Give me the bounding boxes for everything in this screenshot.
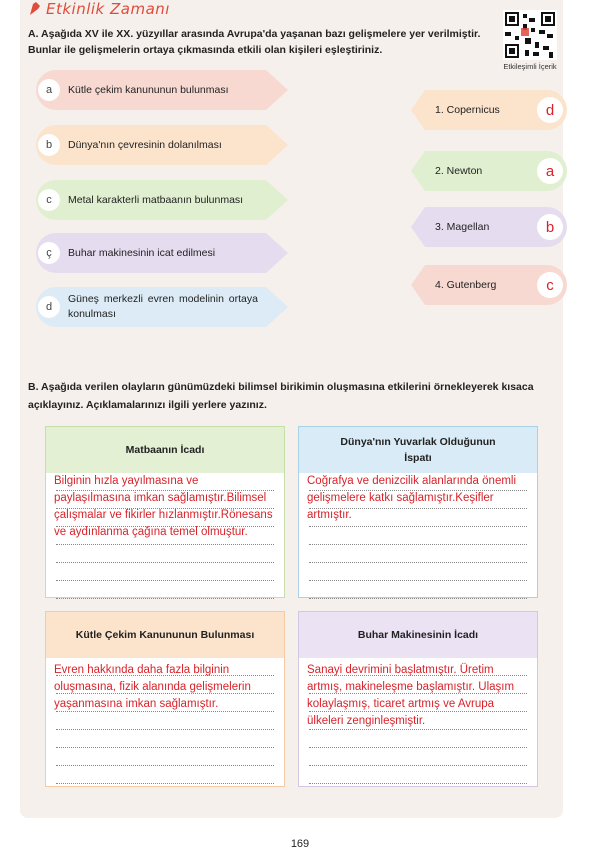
person-item [411, 207, 567, 247]
event-letter: c [38, 189, 60, 211]
dotted-line [309, 581, 527, 599]
person-item [411, 265, 567, 305]
dotted-line [56, 766, 274, 784]
arrow-right-shape [266, 70, 288, 110]
arrow-right-shape [266, 180, 288, 220]
dotted-line [56, 748, 274, 766]
match-answer[interactable]: b [537, 214, 563, 240]
arrow-left-shape [411, 90, 425, 130]
dotted-line [56, 712, 274, 730]
handwritten-answer[interactable]: Evren hakkında daha fazla bilginin oluşmasına, fizik alanında gelişmelerin yaşanmasına imkan sağlamıştır. [54, 664, 251, 710]
dotted-line [56, 581, 274, 599]
person-name: 3. Magellan [435, 221, 490, 233]
arrow-left-shape [411, 265, 425, 305]
arrow-left-shape [411, 151, 425, 191]
arrow-left-shape [411, 207, 425, 247]
event-letter: b [38, 134, 60, 156]
event-text: Metal karakterli matbaanın bulunması [68, 193, 244, 206]
arrow-right-shape [266, 233, 288, 273]
event-body [36, 70, 266, 110]
event-body [36, 180, 266, 220]
event-item [36, 70, 288, 110]
dotted-line [309, 766, 527, 784]
card-title: Dünya'nın Yuvarlak Olduğunun İspatı [299, 427, 537, 473]
card-title: Kütle Çekim Kanununun Bulunması [46, 612, 284, 658]
person-name: 4. Gutenberg [435, 279, 497, 291]
person-name: 2. Newton [435, 165, 483, 177]
event-body [36, 287, 266, 327]
qr-code-icon[interactable] [503, 10, 557, 60]
dotted-line [309, 730, 527, 748]
explanation-card [45, 426, 285, 598]
card-title: Matbaanın İcadı [46, 427, 284, 473]
dotted-line [56, 563, 274, 581]
dotted-line [309, 545, 527, 563]
event-letter: a [38, 79, 60, 101]
page-number: 169 [290, 838, 310, 850]
event-body [36, 125, 266, 165]
event-body [36, 233, 266, 273]
qr-label: Etkileşimli İçerik [503, 62, 557, 71]
handwritten-answer[interactable]: Coğrafya ve denizcilik alanlarında önemli gelişmelere katkı sağlamıştır.Keşifler artmıştır. [307, 475, 517, 521]
card-title: Buhar Makinesinin İcadı [299, 612, 537, 658]
explanation-card [45, 611, 285, 787]
part-b-instructions: B. Aşağıda verilen olayların günümüzdeki bilimsel birikimin oluşmasına etkilerini örnekleyerek kısaca açıklayınız. Açıklamalarınızı ilgili yerlere yazınız. [28, 381, 534, 411]
person-body [425, 90, 567, 130]
person-body [425, 151, 567, 191]
dotted-line [309, 748, 527, 766]
person-body [425, 207, 567, 247]
event-text: Dünya'nın çevresinin dolanılması [68, 138, 222, 151]
event-item [36, 125, 288, 165]
dotted-line [309, 563, 527, 581]
explanation-card [298, 426, 538, 598]
dotted-line [56, 545, 274, 563]
dotted-line [56, 730, 274, 748]
arrow-right-shape [266, 287, 288, 327]
event-item [36, 287, 288, 327]
part-a-instructions: A. Aşağıda XV ile XX. yüzyıllar arasında Avrupa'da yaşanan bazı gelişmelere yer verilmiştir. Bunlar ile gelişmelerin ortaya çıkmasında etkili olan kişileri eşleştiriniz. [28, 28, 481, 56]
activity-header [28, 0, 170, 18]
person-item [411, 151, 567, 191]
match-answer[interactable]: d [537, 97, 563, 123]
event-item [36, 233, 288, 273]
event-letter: ç [38, 242, 60, 264]
person-item [411, 90, 567, 130]
event-item [36, 180, 288, 220]
handwritten-answer[interactable]: Sanayi devrimini başlatmıştır. Üretim artmış, makineleşme başlamıştır. Ulaşım kolaylaşmış, ticaret artmış ve Avrupa ülkeleri zenginleşmiştir. [307, 664, 515, 727]
handwritten-answer[interactable]: Bilginin hızla yayılmasına ve paylaşılmasına imkan sağlamıştır.Bilimsel çalışmalar ve fikirler hızlanmıştır.Rönesans ve aydınlanma çağına temel olmuştur. [54, 475, 273, 538]
person-name: 1. Copernicus [435, 104, 500, 116]
event-text: Kütle çekim kanununun bulunması [68, 83, 229, 96]
dotted-line [309, 527, 527, 545]
arrow-right-shape [266, 125, 288, 165]
explanation-card [298, 611, 538, 787]
pencil-mark-icon [28, 1, 42, 17]
match-answer[interactable]: c [537, 272, 563, 298]
activity-title: Etkinlik Zamanı [46, 0, 170, 18]
event-text: Güneş merkezli evren modelinin ortaya konulması [68, 293, 258, 320]
event-letter: d [38, 296, 60, 318]
event-text: Buhar makinesinin icat edilmesi [68, 246, 216, 259]
person-body [425, 265, 567, 305]
match-answer[interactable]: a [537, 158, 563, 184]
